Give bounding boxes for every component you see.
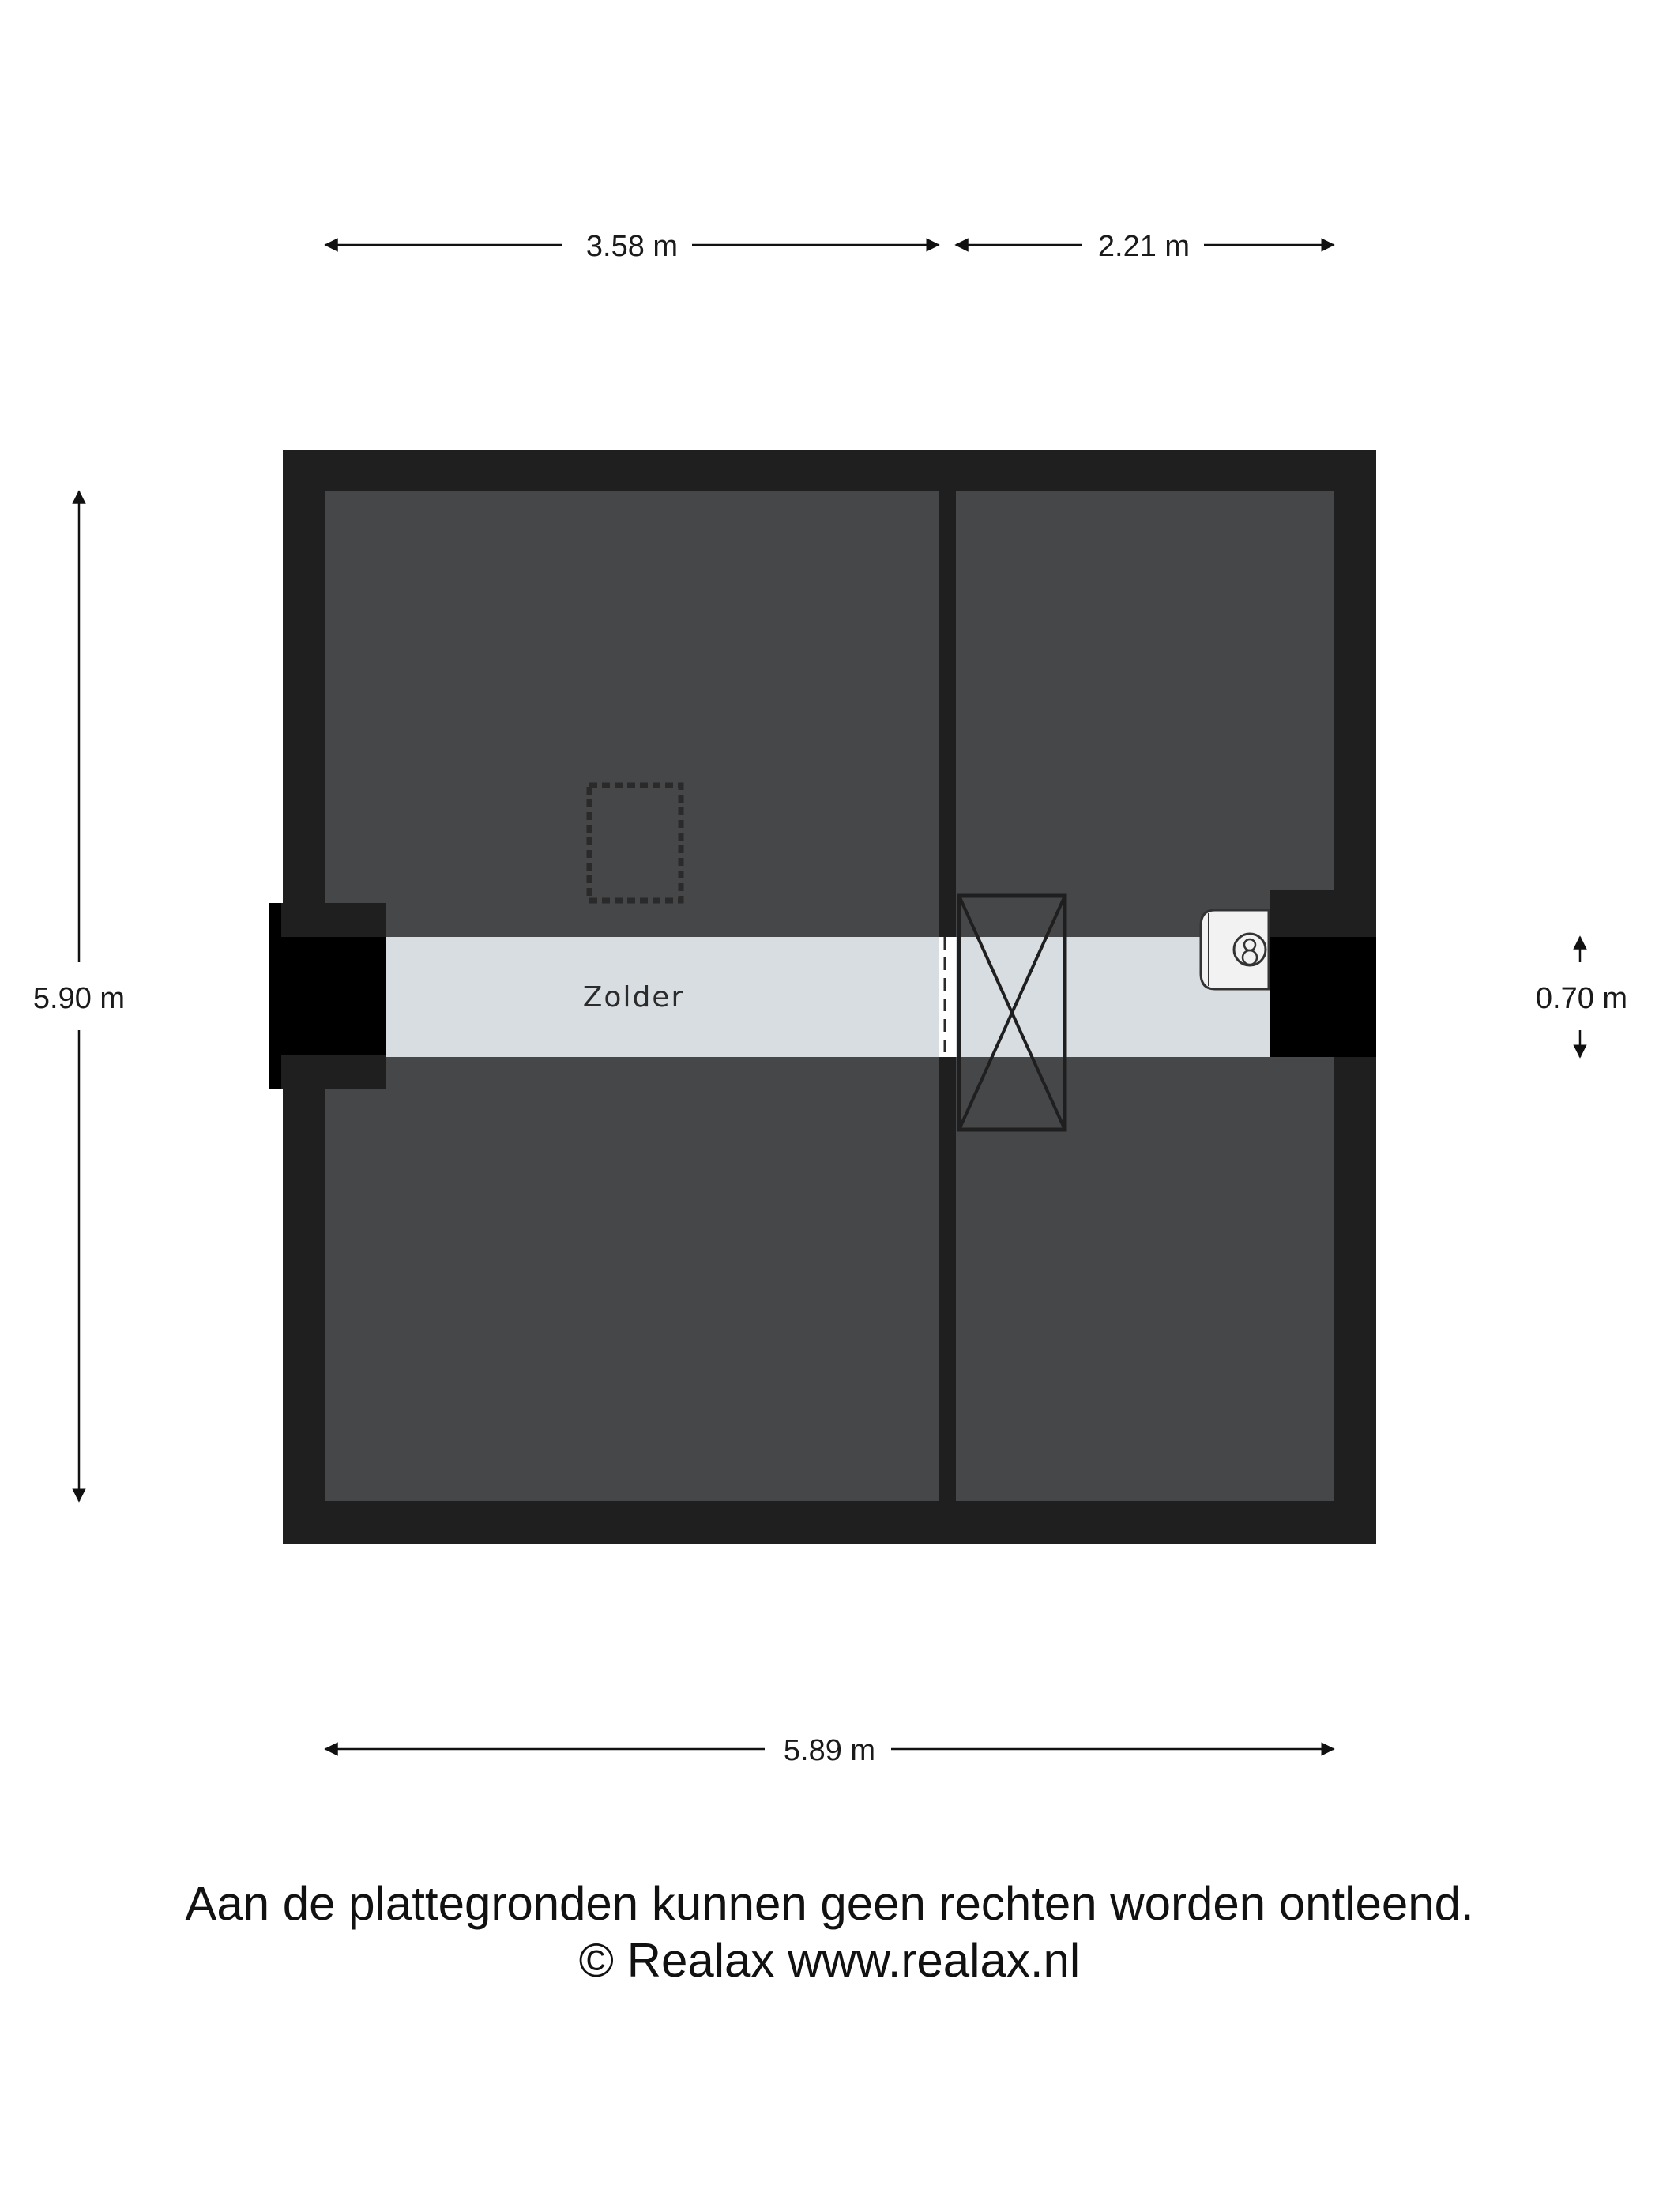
floor-zone-top-left xyxy=(325,491,939,939)
copyright-text: © Realax www.realax.nl xyxy=(578,1934,1081,1987)
dimension-label-total-width: 5.89 m xyxy=(783,1734,876,1767)
dimension-label-top-right: 2.21 m xyxy=(1097,230,1191,263)
dimension-label-top-left: 3.58 m xyxy=(585,230,679,263)
chimney-right xyxy=(1270,890,1376,1057)
boiler-icon xyxy=(1201,910,1269,989)
dimension-total-height xyxy=(33,491,125,1501)
doorway-opening xyxy=(939,937,956,1057)
floor-zone-top-right xyxy=(956,491,1334,939)
corridor-zone xyxy=(384,937,1270,1057)
dimension-label-corridor-height: 0.70 m xyxy=(1535,982,1628,1015)
room-label: Zolder xyxy=(582,981,685,1014)
dimension-total-width xyxy=(325,1734,1334,1767)
dimension-label-total-height: 5.90 m xyxy=(32,982,126,1015)
dimension-top-right xyxy=(956,230,1334,263)
chimney-left xyxy=(269,903,386,1089)
disclaimer-text: Aan de plattegronden kunnen geen rechten worden ontleend. xyxy=(185,1877,1474,1930)
dimension-corridor-height xyxy=(1536,937,1627,1057)
dimension-top-left xyxy=(325,230,939,263)
floor-zone-bottom-left xyxy=(325,1057,939,1501)
floor-zone-bottom-right xyxy=(956,1057,1334,1501)
